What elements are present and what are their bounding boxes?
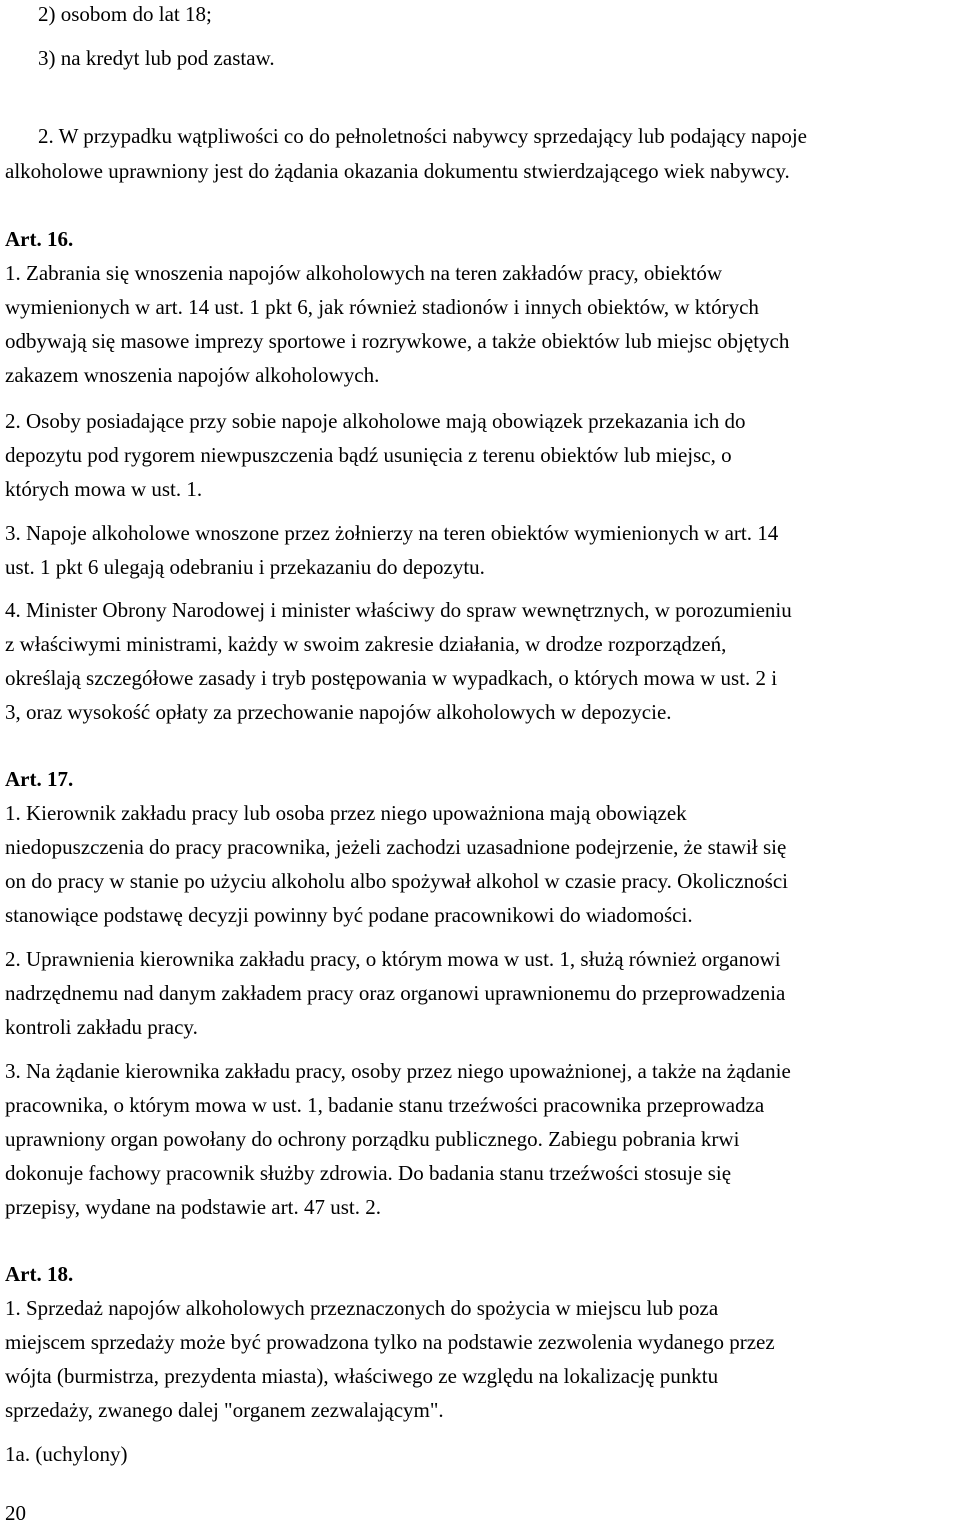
paragraph-line: dokonuje fachowy pracownik służby zdrowia. Do badania stanu trzeźwości stosuje się <box>5 1161 732 1185</box>
article-heading: Art. 18. <box>5 1262 74 1286</box>
paragraph-line: 2. Uprawnienia kierownika zakładu pracy, o którym mowa w ust. 1, służą również organowi <box>5 947 781 971</box>
paragraph-line: sprzedaży, zwanego dalej "organem zezwalającym". <box>5 1398 444 1422</box>
paragraph-line: 3. Napoje alkoholowe wnoszone przez żołnierzy na teren obiektów wymienionych w art. 14 <box>5 521 779 545</box>
paragraph-line: 1a. (uchylony) <box>5 1442 128 1466</box>
article-heading: Art. 17. <box>5 767 74 791</box>
page-number: 20 <box>5 1501 26 1525</box>
paragraph-line: kontroli zakładu pracy. <box>5 1015 198 1039</box>
paragraph-line: 1. Sprzedaż napojów alkoholowych przeznaczonych do spożycia w miejscu lub poza <box>5 1296 719 1320</box>
list-item: 3) na kredyt lub pod zastaw. <box>38 46 275 70</box>
paragraph-line: on do pracy w stanie po użyciu alkoholu albo spożywał alkohol w czasie pracy. Okoliczności <box>5 869 788 893</box>
paragraph-line: 1. Zabrania się wnoszenia napojów alkoholowych na teren zakładów pracy, obiektów <box>5 261 723 285</box>
paragraph-line: wójta (burmistrza, prezydenta miasta), właściwego ze względu na lokalizację punktu <box>5 1364 719 1388</box>
paragraph-line: przepisy, wydane na podstawie art. 47 ust. 2. <box>5 1195 381 1219</box>
paragraph-line: których mowa w ust. 1. <box>5 477 203 501</box>
paragraph-line: depozytu pod rygorem niewpuszczenia bądź usunięcia z terenu obiektów lub miejsc, o <box>5 443 732 467</box>
paragraph-line: wymienionych w art. 14 ust. 1 pkt 6, jak również stadionów i innych obiektów, w których <box>5 295 759 319</box>
paragraph-line: 4. Minister Obrony Narodowej i minister właściwy do spraw wewnętrznych, w porozumieniu <box>5 598 792 622</box>
paragraph-line: niedopuszczenia do pracy pracownika, jeżeli zachodzi uzasadnione podejrzenie, że stawił się <box>5 835 787 859</box>
paragraph-line: pracownika, o którym mowa w ust. 1, badanie stanu trzeźwości pracownika przeprowadza <box>5 1093 765 1117</box>
paragraph-line: stanowiące podstawę decyzji powinny być podane pracownikowi do wiadomości. <box>5 903 693 927</box>
paragraph-line: 2. W przypadku wątpliwości co do pełnoletności nabywcy sprzedający lub podający napoje <box>38 124 807 148</box>
paragraph-line: 3. Na żądanie kierownika zakładu pracy, osoby przez niego upoważnionej, a także na żądanie <box>5 1059 791 1083</box>
paragraph-line: uprawniony organ powołany do ochrony porządku publicznego. Zabiegu pobrania krwi <box>5 1127 740 1151</box>
paragraph-line: 2. Osoby posiadające przy sobie napoje alkoholowe mają obowiązek przekazania ich do <box>5 409 746 433</box>
paragraph-line: ust. 1 pkt 6 ulegają odebraniu i przekazaniu do depozytu. <box>5 555 485 579</box>
paragraph-line: określają szczegółowe zasady i tryb postępowania w wypadkach, o których mowa w ust. 2 i <box>5 666 778 690</box>
article-heading: Art. 16. <box>5 227 74 251</box>
paragraph-line: z właściwymi ministrami, każdy w swoim zakresie działania, w drodze rozporządzeń, <box>5 632 727 656</box>
paragraph-line: alkoholowe uprawniony jest do żądania okazania dokumentu stwierdzającego wiek nabywcy. <box>5 159 790 183</box>
paragraph-line: 1. Kierownik zakładu pracy lub osoba przez niego upoważniona mają obowiązek <box>5 801 687 825</box>
list-item: 2) osobom do lat 18; <box>38 2 212 26</box>
paragraph-line: nadrzędnemu nad danym zakładem pracy oraz organowi uprawnionemu do przeprowadzenia <box>5 981 786 1005</box>
paragraph-line: odbywają się masowe imprezy sportowe i rozrywkowe, a także obiektów lub miejsc objętych <box>5 329 790 353</box>
paragraph-line: miejscem sprzedaży może być prowadzona tylko na podstawie zezwolenia wydanego przez <box>5 1330 775 1354</box>
paragraph-line: zakazem wnoszenia napojów alkoholowych. <box>5 363 380 387</box>
paragraph-line: 3, oraz wysokość opłaty za przechowanie napojów alkoholowych w depozycie. <box>5 700 672 724</box>
